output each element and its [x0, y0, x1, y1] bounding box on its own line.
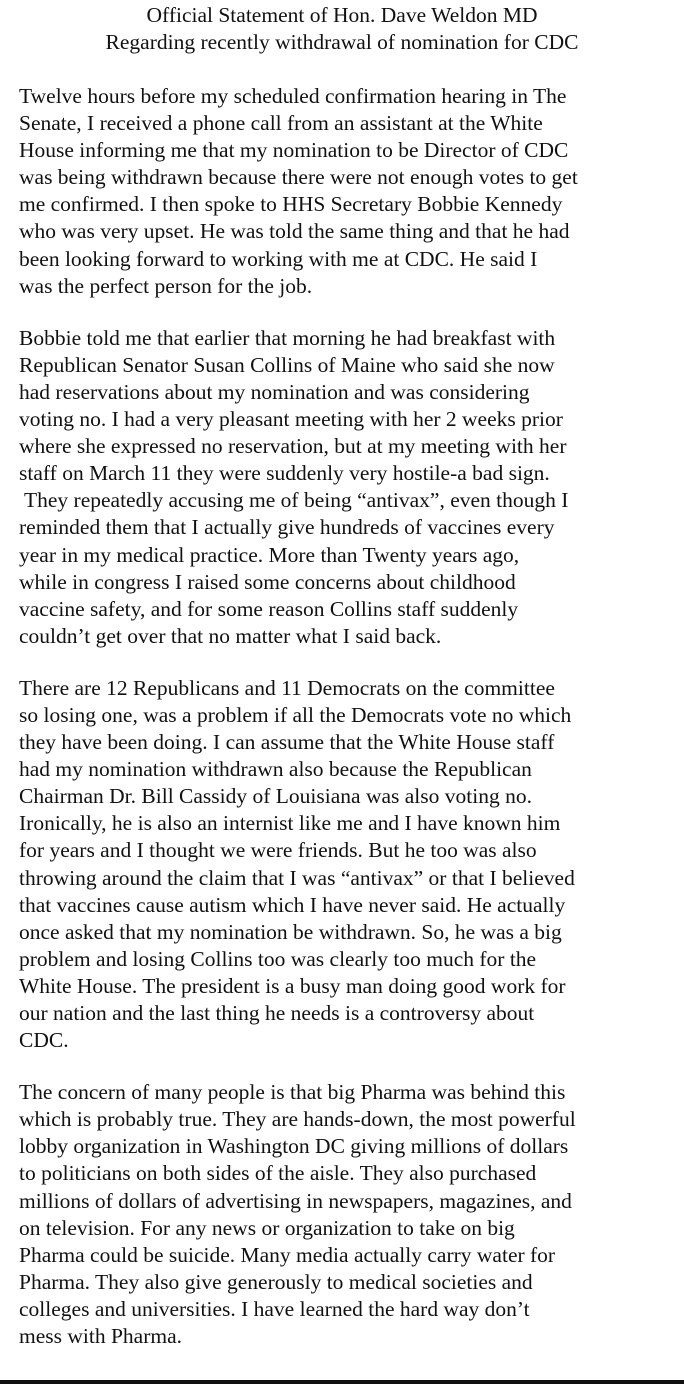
paragraph: [19, 83, 684, 300]
text-line: to politicians on both sides of the aisle. They also purchased: [19, 1161, 537, 1186]
text-line: me confirmed. I then spoke to HHS Secretary Bobbie Kennedy: [19, 192, 563, 217]
text-line: lobby organization in Washington DC giving millions of dollars: [19, 1134, 569, 1159]
page-bottom-edge: [0, 1380, 684, 1384]
paragraph: [19, 1079, 684, 1350]
text-line: Bobbie told me that earlier that morning he had breakfast with: [19, 325, 556, 350]
text-line: where she expressed no reservation, but at my meeting with her: [19, 434, 567, 459]
text-line: couldn’t get over that no matter what I said back.: [19, 623, 442, 648]
statement-header: [0, 2, 684, 56]
text-line: Senate, I received a phone call from an assistant at the White: [19, 111, 543, 136]
text-line: vaccine safety, and for some reason Collins staff suddenly: [19, 596, 519, 621]
text-line: once asked that my nomination be withdrawn. So, he was a big: [19, 919, 562, 944]
text-line: colleges and universities. I have learned the hard way don’t: [19, 1296, 530, 1321]
text-line: our nation and the last thing he needs is a controversy about: [19, 1001, 535, 1025]
text-line: Twelve hours before my scheduled confirmation hearing in The: [19, 84, 567, 108]
text-line: throwing around the claim that I was “antivax” or that I believed: [19, 865, 575, 890]
text-line: year in my medical practice. More than Twenty years ago,: [19, 542, 520, 567]
text-line: was the perfect person for the job.: [19, 273, 313, 298]
text-line: CDC.: [19, 1028, 69, 1053]
text-line: mess with Pharma.: [19, 1324, 183, 1349]
text-line: There are 12 Republicans and 11 Democrats on the committee: [19, 675, 555, 700]
text-line: Republican Senator Susan Collins of Maine who said she now: [19, 352, 555, 377]
paragraph: [19, 675, 684, 1054]
text-line: for years and I thought we were friends. But he too was also: [19, 838, 537, 863]
text-line: so losing one, was a problem if all the Democrats vote no which: [19, 702, 572, 727]
text-line: The concern of many people is that big Pharma was behind this: [19, 1080, 566, 1105]
paragraph: [19, 325, 684, 650]
text-line: staff on March 11 they were suddenly very hostile-a bad sign.: [19, 461, 550, 486]
text-line: been looking forward to working with me at CDC. He said I: [19, 246, 538, 271]
text-line: voting no. I had a very pleasant meeting with her 2 weeks prior: [19, 407, 563, 432]
text-line: was being withdrawn because there were not enough votes to get: [19, 165, 578, 190]
text-line: which is probably true. They are hands-down, the most powerful: [19, 1107, 576, 1132]
text-line: millions of dollars of advertising in newspapers, magazines, and: [19, 1188, 572, 1213]
text-line: reminded them that I actually give hundreds of vaccines every: [19, 515, 555, 540]
statement-body: [19, 83, 684, 1375]
text-line: while in congress I raised some concerns about childhood: [19, 569, 516, 594]
statement-subtitle: Regarding recently withdrawal of nomination for CDC: [105, 30, 579, 54]
text-line: that vaccines cause autism which I have never said. He actually: [19, 892, 566, 917]
text-line: Pharma could be suicide. Many media actually carry water for: [19, 1242, 556, 1267]
text-line: had my nomination withdrawn also because the Republican: [19, 757, 532, 782]
text-line: House informing me that my nomination to be Director of CDC: [19, 138, 569, 163]
text-line: who was very upset. He was told the same thing and that he had: [19, 219, 570, 244]
text-line: problem and losing Collins too was clearly too much for the: [19, 946, 537, 971]
text-line: Chairman Dr. Bill Cassidy of Louisiana was also voting no.: [19, 784, 532, 809]
text-line: on television. For any news or organization to take on big: [19, 1215, 515, 1240]
text-line: they have been doing. I can assume that the White House staff: [19, 730, 555, 755]
text-line: White House. The president is a busy man doing good work for: [19, 973, 566, 998]
text-line: Pharma. They also give generously to medical societies and: [19, 1269, 533, 1294]
text-line: They repeatedly accusing me of being “antivax”, even though I: [19, 488, 569, 513]
text-line: Ironically, he is also an internist like me and I have known him: [19, 811, 561, 836]
statement-title: Official Statement of Hon. Dave Weldon MD: [146, 3, 538, 27]
text-line: had reservations about my nomination and was considering: [19, 379, 530, 404]
